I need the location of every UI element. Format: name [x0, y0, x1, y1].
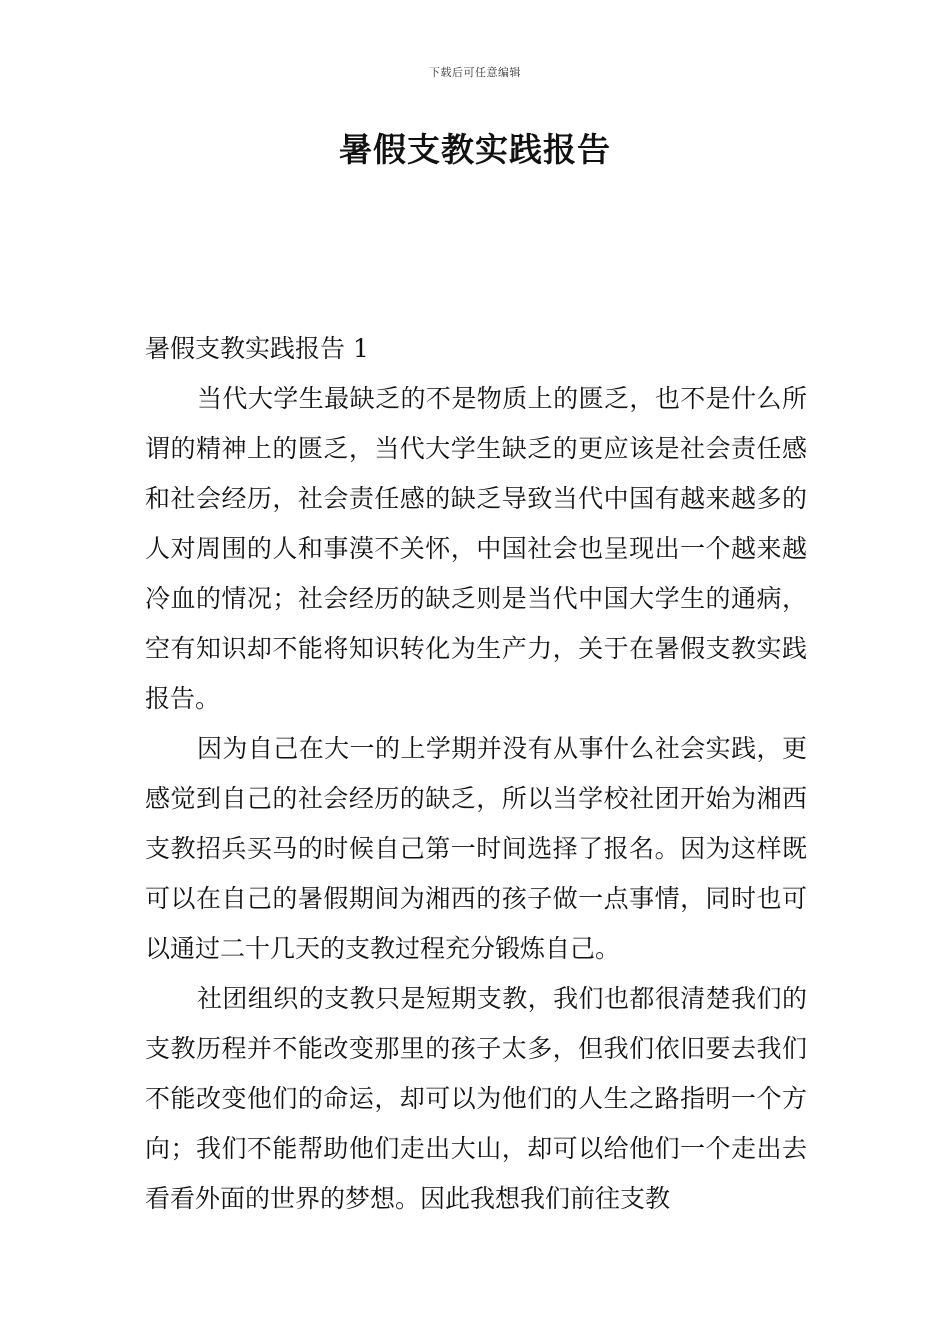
paragraph: 因为自己在大一的上学期并没有从事什么社会实践，更感觉到自己的社会经历的缺乏，所以当学校社团开始为湘西支教招兵买马的时候自己第一时间选择了报名。因为这样既可以在自己的暑假期间为湘西的孩子做一点事情，同时也可以通过二十几天的支教过程充分锻炼自己。 — [145, 734, 807, 963]
paragraph: 当代大学生最缺乏的不是物质上的匮乏，也不是什么所谓的精神上的匮乏，当代大学生缺乏的更应该是社会责任感和社会经历，社会责任感的缺乏导致当代中国有越来越多的人对周围的人和事漠不关怀，中国社会也呈现出一个越来越冷血的情况；社会经历的缺乏则是当代中国大学生的通病，空有知识却不能将知识转化为生产力，关于在暑假支教实践报告。 — [145, 384, 807, 713]
section-heading: 暑假支教实践报告 1 — [145, 334, 369, 363]
header-note: 下载后可任意编辑 — [429, 66, 521, 79]
document-title: 暑假支教实践报告 — [339, 130, 611, 169]
document-body — [145, 324, 807, 1224]
paragraph: 社团组织的支教只是短期支教，我们也都很清楚我们的支教历程并不能改变那里的孩子太多，但我们依旧要去我们不能改变他们的命运，却可以为他们的人生之路指明一个方向；我们不能帮助他们走出大山，却可以给他们一个走出去看看外面的世界的梦想。因此我想我们前往支教 — [145, 984, 807, 1213]
